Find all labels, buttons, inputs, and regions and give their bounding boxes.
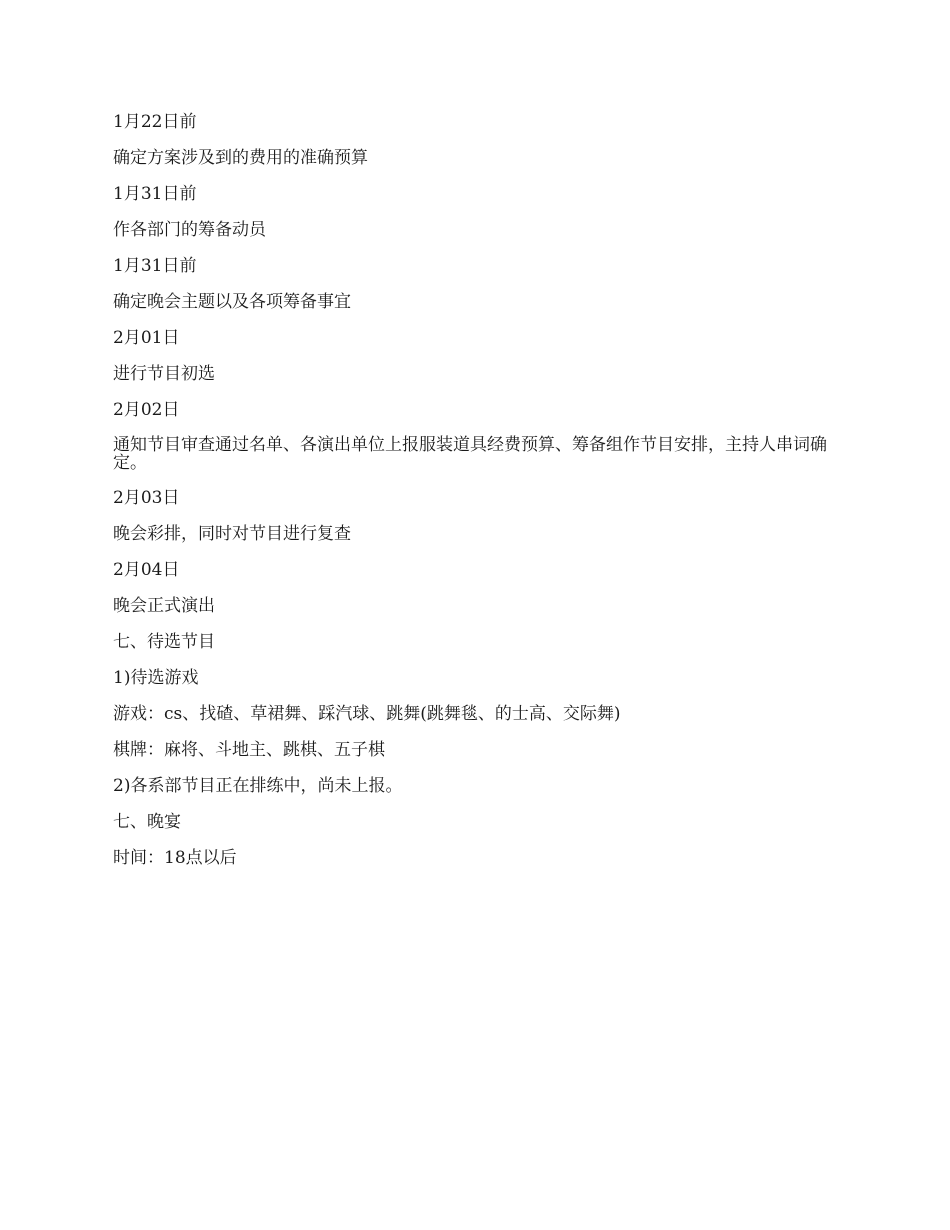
board-games-list: 棋牌：麻将、斗地主、跳棋、五子棋 <box>113 740 385 760</box>
date-feb-04: 2月04日 <box>113 560 180 580</box>
date-jan-31-b: 1月31日前 <box>113 256 197 276</box>
date-feb-03: 2月03日 <box>113 488 180 508</box>
task-theme: 确定晚会主题以及各项筹备事宜 <box>113 292 351 312</box>
date-feb-01: 2月01日 <box>113 328 180 348</box>
date-jan-22: 1月22日前 <box>113 112 197 132</box>
department-programs-note: 2)各系部节目正在排练中，尚未上报。 <box>113 776 403 796</box>
date-feb-02: 2月02日 <box>113 400 180 420</box>
games-list: 游戏：cs、找碴、草裙舞、踩汽球、跳舞(跳舞毯、的士高、交际舞) <box>113 704 621 724</box>
task-rehearsal: 晚会彩排，同时对节目进行复查 <box>113 524 351 544</box>
document-page <box>113 112 843 884</box>
section-heading-programs: 七、待选节目 <box>113 632 215 652</box>
task-preselection: 进行节目初选 <box>113 364 215 384</box>
task-performance: 晚会正式演出 <box>113 596 215 616</box>
task-notification: 通知节目审查通过名单、各演出单位上报服装道具经费预算、筹备组作节目安排，主持人串词确定。 <box>113 435 827 473</box>
task-mobilization: 作各部门的筹备动员 <box>113 220 266 240</box>
section-heading-banquet: 七、晚宴 <box>113 812 181 832</box>
subheading-games: 1)待选游戏 <box>113 668 199 688</box>
task-budget: 确定方案涉及到的费用的准确预算 <box>113 148 368 168</box>
date-jan-31-a: 1月31日前 <box>113 184 197 204</box>
banquet-time: 时间：18点以后 <box>113 848 237 868</box>
